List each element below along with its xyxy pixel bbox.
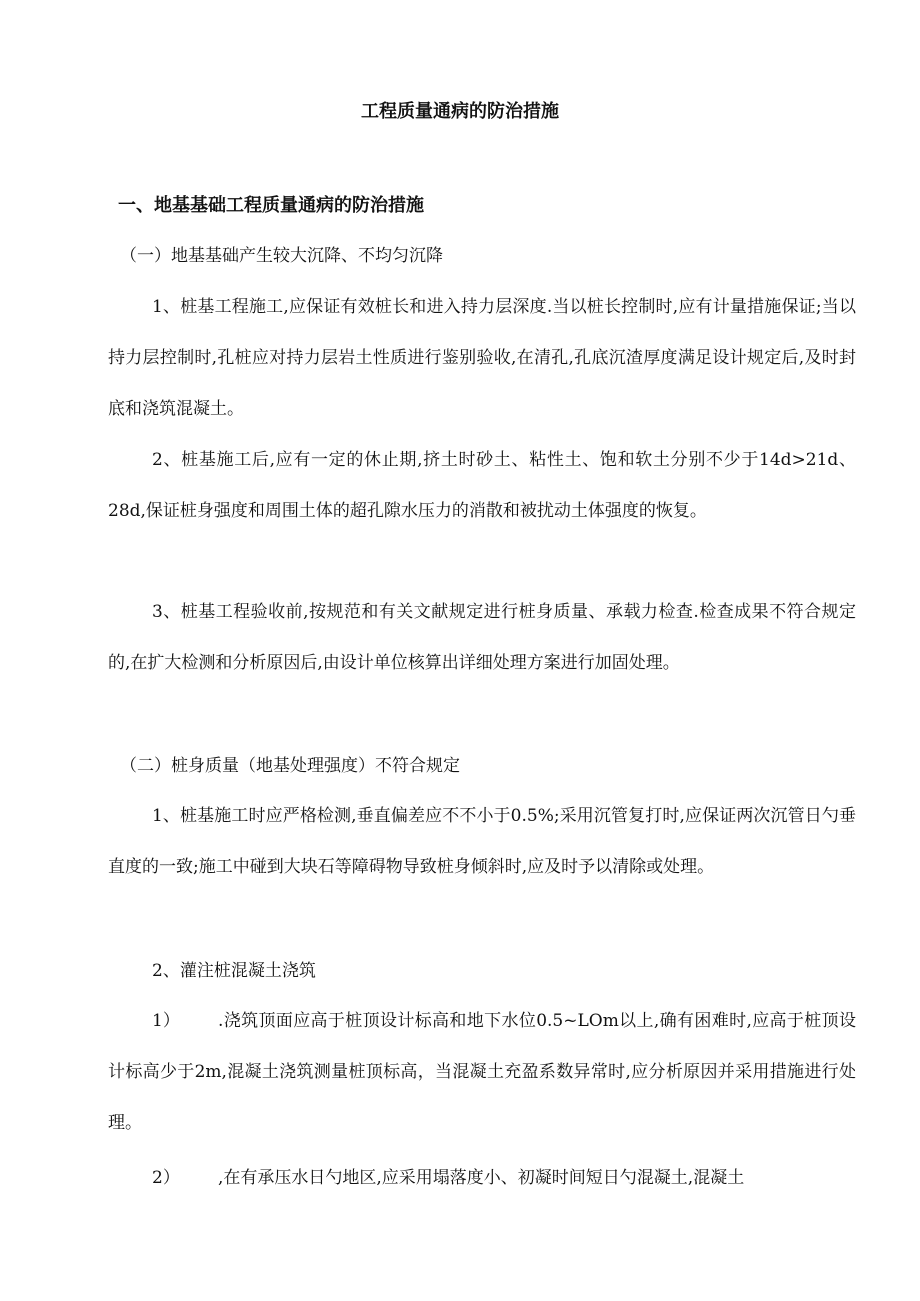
subsection-heading: （二）桩身质量（地基处理强度）不符合规定 — [120, 756, 460, 776]
document-title: 工程质量通病的防治措施 — [361, 101, 559, 122]
paragraph: 2、灌注桩混凝土浇筑 — [152, 961, 316, 981]
paragraph: 1、桩基施工时应严格检测,垂直偏差应不不小于0.5%;采用沉管复打时,应保证两次沉管日勺垂直度的一致;施工中碰到大块石等障碍物导致桩身倾斜时,应及时予以清除或处理。 — [108, 806, 856, 877]
list-item — [108, 1153, 856, 1204]
paragraph: 2、桩基施工后,应有一定的休止期,挤土时砂土、粘性土、饱和软土分别不少于14d>21d、28d,保证桩身强度和周围土体的超孔隙水压力的消散和被扰动土体强度的恢复。 — [108, 450, 856, 521]
list-item-text: ,在有承压水日勺地区,应采用塌落度小、初凝时间短日勺混凝土,混凝土 — [218, 1168, 745, 1188]
list-item-number: 2） — [152, 1168, 180, 1188]
list-item-text: .浇筑顶面应高于桩顶设计标高和地下水位0.5~LOm以上,确有困难时,应高于桩顶设计标高少于2m,混凝土浇筑测量桩顶标高，当混凝土充盈系数异常时,应分析原因并采用措施进行处理。 — [108, 1011, 856, 1133]
section-heading: 一、地基基础工程质量通病的防治措施 — [118, 195, 424, 216]
paragraph: 1、桩基工程施工,应保证有效桩长和进入持力层深度.当以桩长控制时,应有计量措施保证;当以持力层控制时,孔桩应对持力层岩土性质进行鉴别验收,在清孔,孔底沉渣厚度满足设计规定后,及时封底和浇筑混凝土。 — [108, 297, 856, 419]
subsection-heading: （一）地基基础产生较大沉降、不均匀沉降 — [120, 246, 443, 266]
list-item — [108, 996, 856, 1149]
paragraph: 3、桩基工程验收前,按规范和有关文献规定进行桩身质量、承载力检查.检查成果不符合规定的,在扩大检测和分析原因后,由设计单位核算出详细处理方案进行加固处理。 — [108, 602, 856, 673]
list-item-number: 1） — [152, 1011, 180, 1031]
